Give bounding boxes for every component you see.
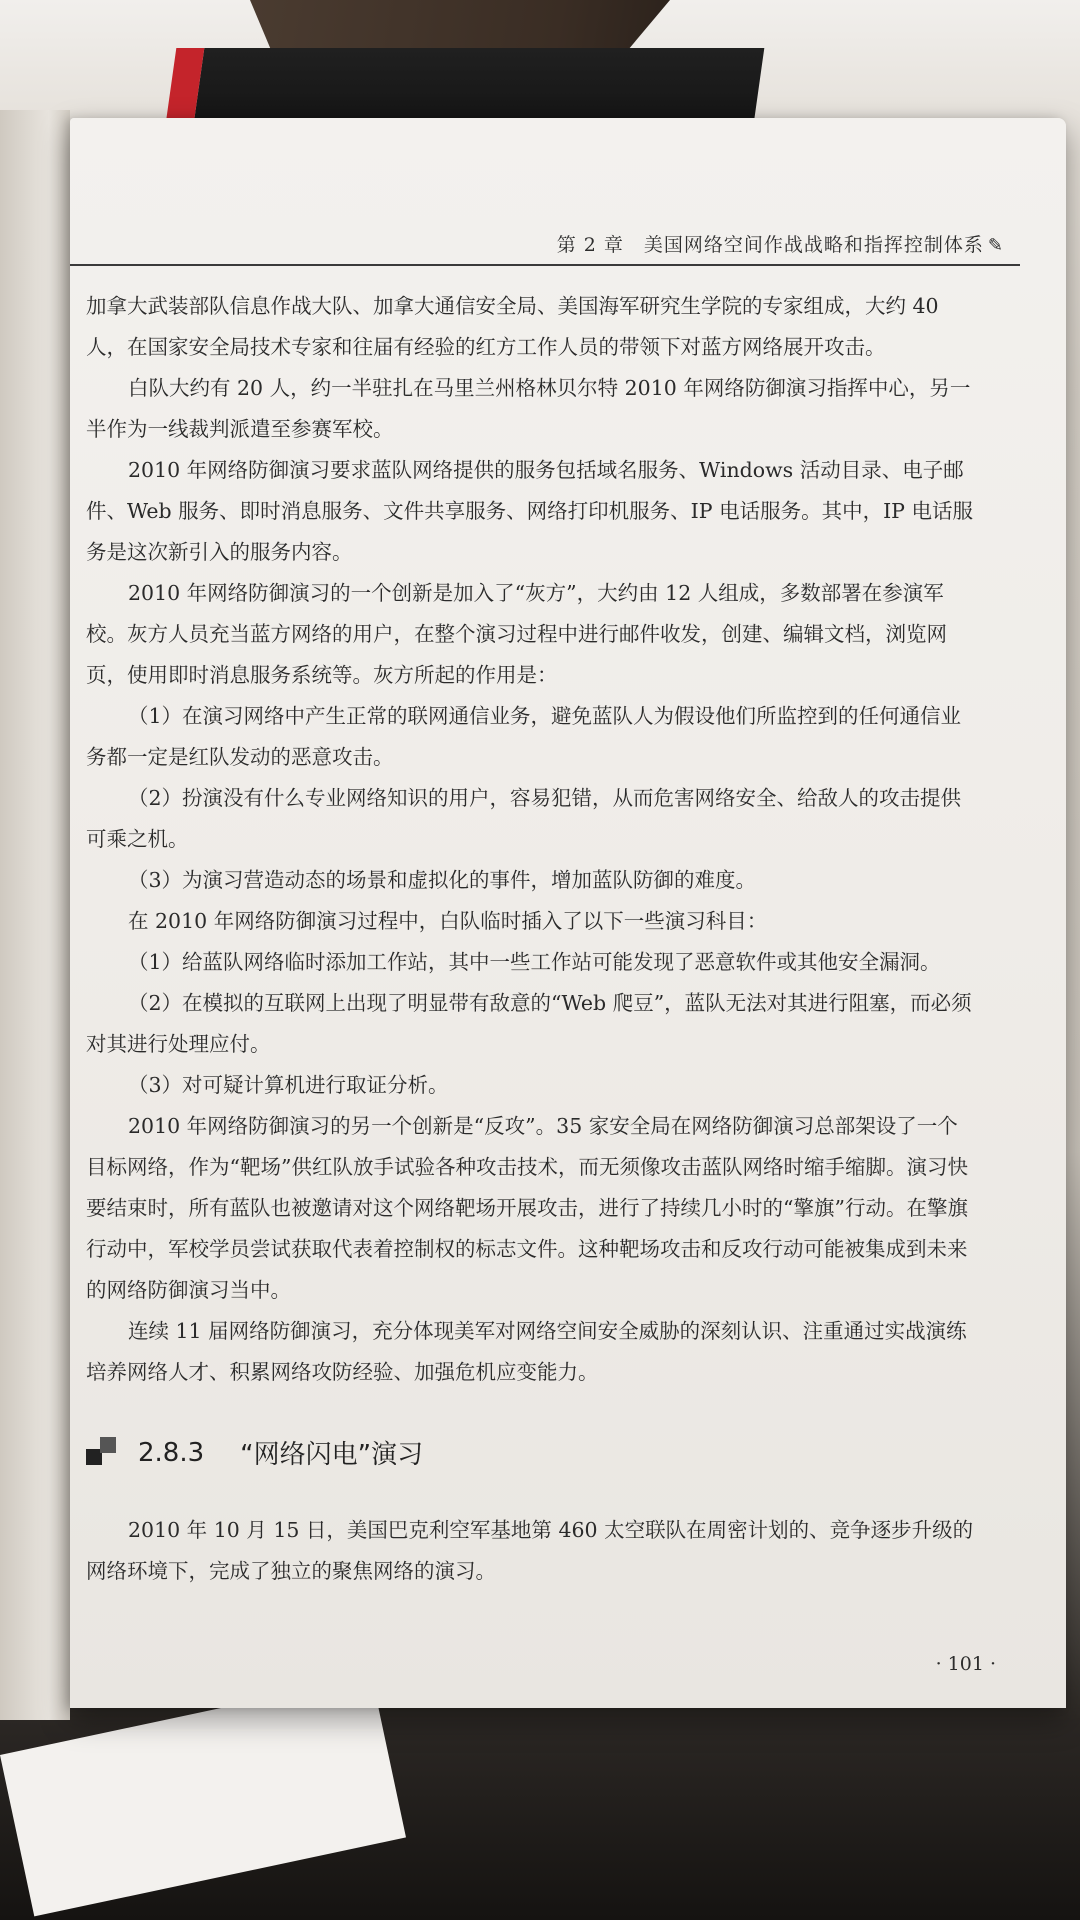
paragraph: 2010 年网络防御演习要求蓝队网络提供的服务包括域名服务、Windows 活动目录、电子邮件、Web 服务、即时消息服务、文件共享服务、网络打印机服务、IP 电话服务。其中，IP 电话服务是这次新引入的服务内容。 [86, 458, 973, 564]
paragraph: 在 2010 年网络防御演习过程中，白队临时插入了以下一些演习科目： [128, 909, 768, 933]
section-heading [86, 1434, 423, 1471]
page-number: · 101 · [935, 1653, 996, 1675]
section-body-text [86, 1510, 976, 1592]
paragraph: （1）在演习网络中产生正常的联网通信业务，避免蓝队人为假设他们所监控到的任何通信业务都一定是红队发动的恶意攻击。 [86, 704, 962, 769]
paragraph: 2010 年网络防御演习的另一个创新是“反攻”。35 家安全局在网络防御演习总部架设了一个目标网络，作为“靶场”供红队放手试验各种攻击技术，而无须像攻击蓝队网络时缩手缩脚。演习快要结束时，所有蓝队也被邀请对这个网络靶场开展攻击，进行了持续几小时的“擎旗”行动。在擎旗行动中，军校学员尝试获取代表着控制权的标志文件。这种靶场攻击和反攻行动可能被集成到未来的网络防御演习当中。 [86, 1114, 968, 1302]
running-header-title: 第 2 章 美国网络空间作战战略和指挥控制体系 [556, 234, 984, 256]
paragraph: （2）扮演没有什么专业网络知识的用户，容易犯错，从而危害网络安全、给敌人的攻击提供可乘之机。 [86, 786, 962, 851]
header-rule [70, 264, 1020, 266]
paragraph: （1）给蓝队网络临时添加工作站，其中一些工作站可能发现了恶意软件或其他安全漏洞。 [128, 950, 941, 974]
section-title: “网络闪电”演习 [240, 1440, 424, 1470]
paragraph: 连续 11 届网络防御演习，充分体现美军对网络空间安全威胁的深刻认识、注重通过实战演练培养网络人才、积累网络攻防经验、加强危机应变能力。 [86, 1319, 967, 1384]
paragraph: （3）对可疑计算机进行取证分析。 [128, 1073, 449, 1097]
background-left-book [0, 110, 70, 1870]
paragraph: 2010 年 10 月 15 日，美国巴克利空军基地第 460 太空联队在周密计划的、竞争逐步升级的网络环境下，完成了独立的聚焦网络的演习。 [86, 1518, 974, 1583]
paragraph: （3）为演习营造动态的场景和虚拟化的事件，增加蓝队防御的难度。 [128, 868, 757, 892]
section-marker-icon [86, 1437, 126, 1469]
paragraph: （2）在模拟的互联网上出现了明显带有敌意的“Web 爬豆”，蓝队无法对其进行阻塞，而必须对其进行处理应付。 [86, 991, 972, 1056]
paragraph: 白队大约有 20 人，约一半驻扎在马里兰州格林贝尔特 2010 年网络防御演习指挥中心，另一半作为一线裁判派遣至参赛军校。 [86, 376, 971, 441]
body-text [86, 286, 976, 1393]
header-ornament-icon: ✎ [987, 235, 1004, 256]
section-number: 2.8.3 [138, 1437, 205, 1468]
paragraph: 2010 年网络防御演习的一个创新是加入了“灰方”，大约由 12 人组成，多数部署在参演军校。灰方人员充当蓝方网络的用户，在整个演习过程中进行邮件收发，创建、编辑文档，浏览网页，使用即时消息服务系统等。灰方所起的作用是： [86, 581, 947, 687]
book-page [70, 118, 1066, 1708]
paragraph: 加拿大武装部队信息作战大队、加拿大通信安全局、美国海军研究生学院的专家组成，大约 40 人，在国家安全局技术专家和往届有经验的红方工作人员的带领下对蓝方网络展开攻击。 [86, 294, 939, 359]
running-header [557, 230, 1004, 257]
